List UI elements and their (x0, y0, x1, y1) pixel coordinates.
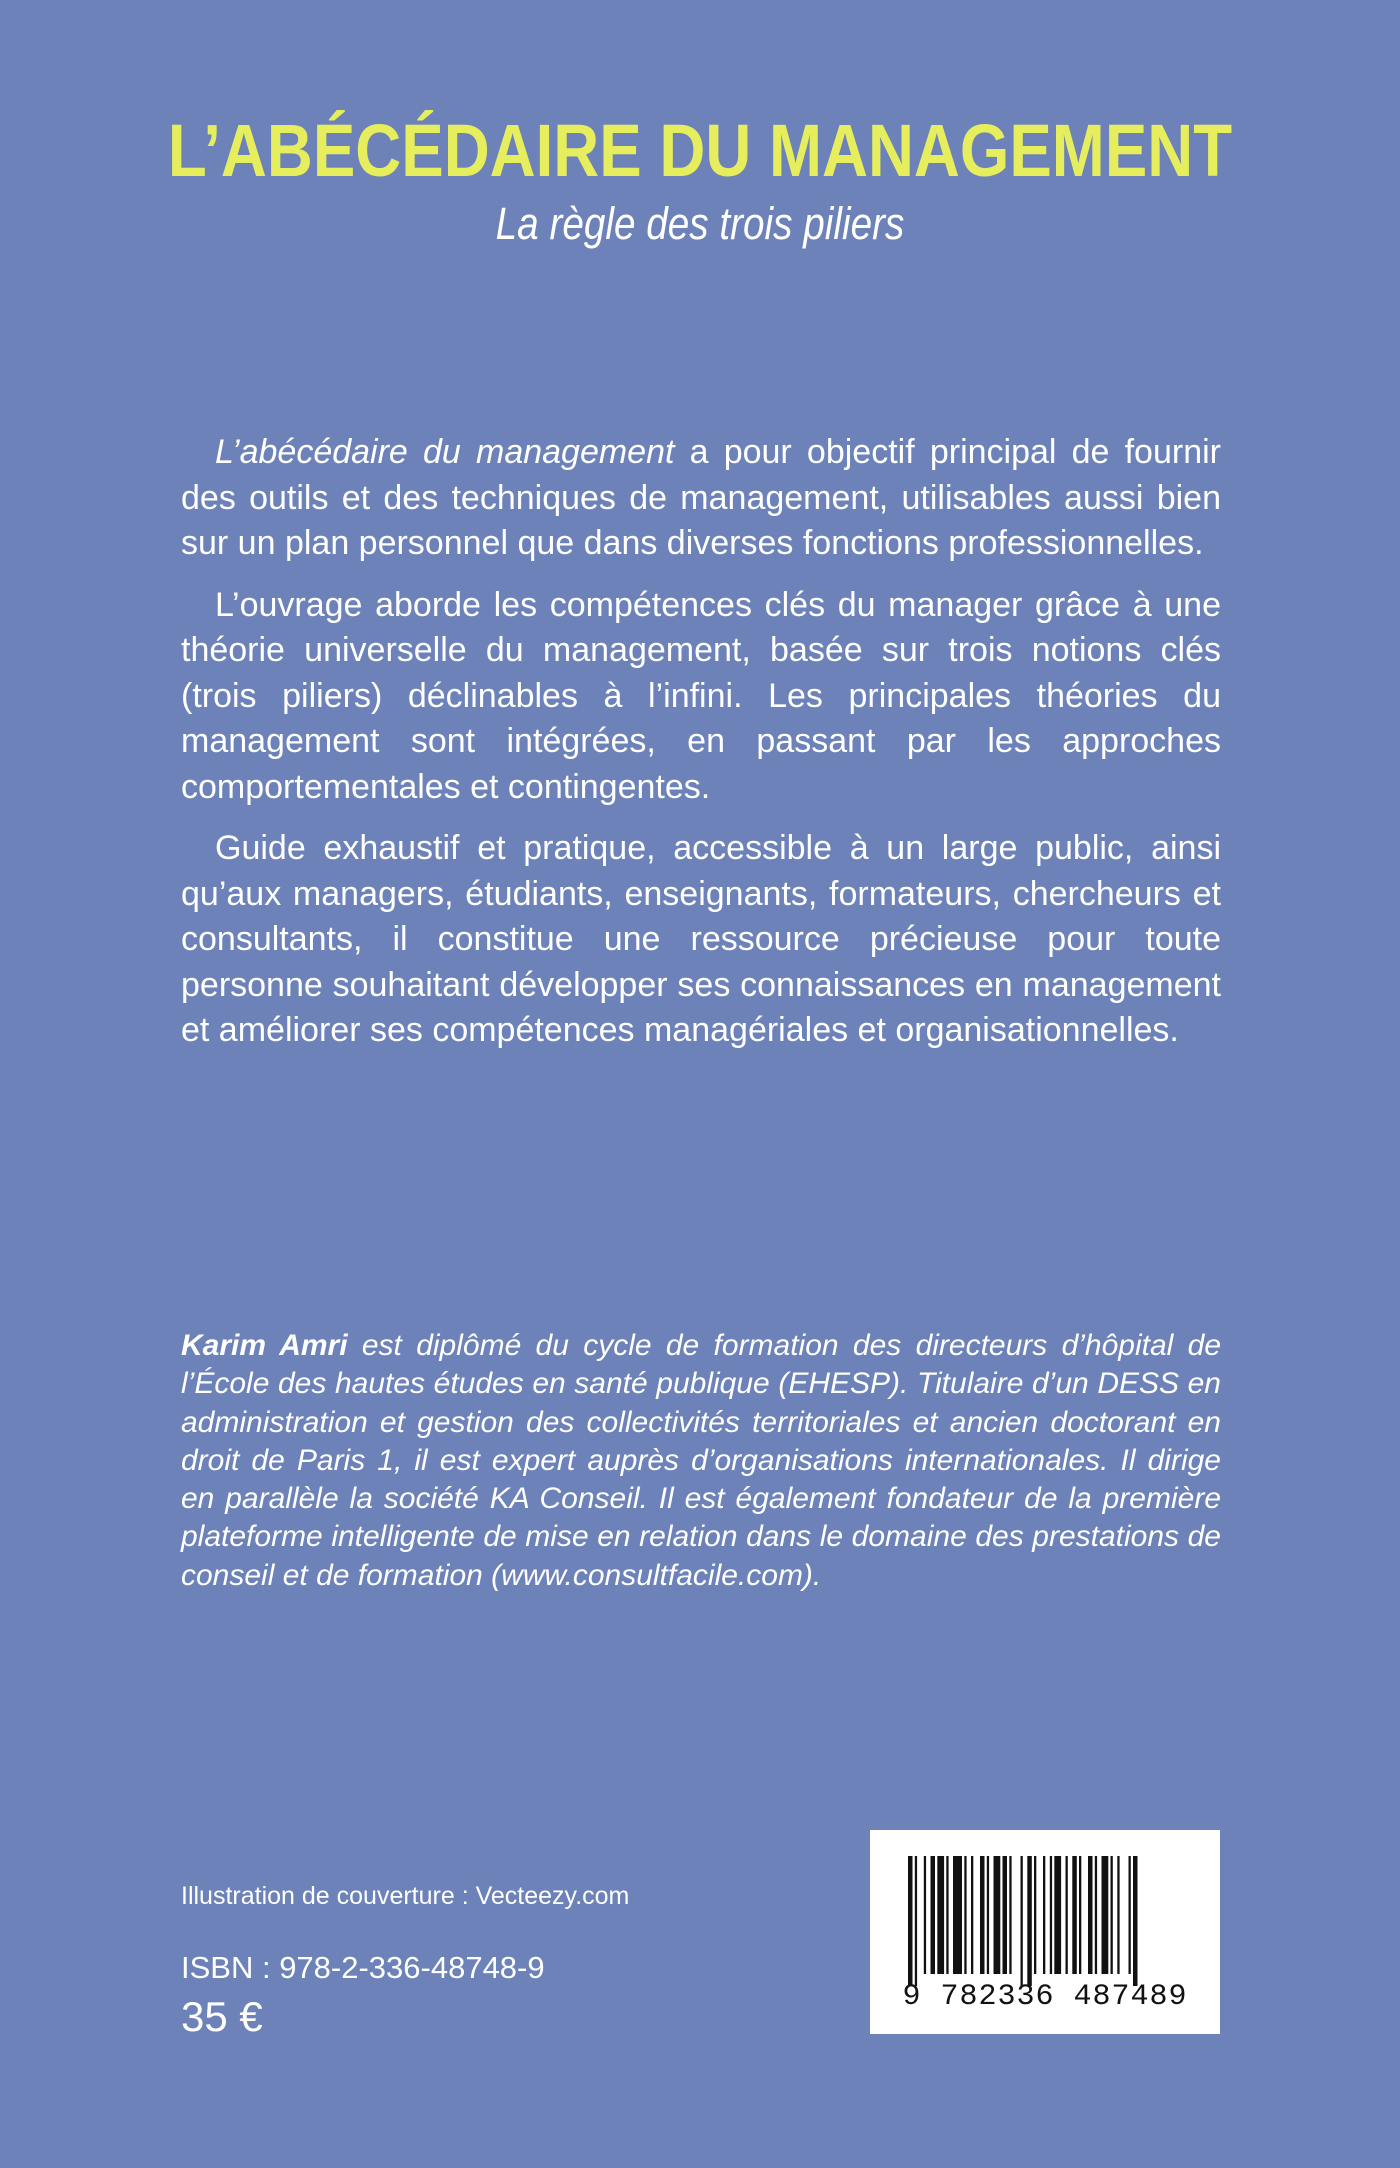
barcode-bar (1066, 1856, 1068, 1974)
barcode-bar (1003, 1856, 1008, 1974)
barcode (870, 1830, 1220, 2034)
book-subtitle: La règle des trois piliers (495, 198, 905, 249)
barcode-bar (971, 1856, 973, 1974)
price: 35 € (181, 1993, 263, 2040)
barcode-bar (915, 1856, 917, 1986)
barcode-bar (1129, 1856, 1131, 1974)
barcode-digits: 9 782336 487489 (902, 1980, 1188, 2014)
barcode-bar (1027, 1856, 1032, 1986)
barcode-bar (946, 1856, 948, 1974)
description-paragraph-1-text: a pour objectif principal de fournir des outils et des techniques de management, utilisables aussi bien sur un plan personnel que dans diverses fonctions professionnelles. (181, 433, 1221, 562)
description-paragraph-3: Guide exhaustif et pratique, accessible à un large public, ainsi qu’aux managers, étudiants, enseignants, formateurs, chercheurs et consultants, il constitue une ressource précieuse pour toute personne souhaitant développer ses connaissances en management et améliorer ses compétences managériales et organisationnelles. (181, 829, 1221, 1049)
isbn: ISBN : 978-2-336-48748-9 (181, 1950, 545, 1985)
book-title: L’ABÉCÉDAIRE DU MANAGEMENT (167, 109, 1233, 192)
barcode-bar (1072, 1856, 1077, 1974)
book-description (181, 430, 1221, 1070)
barcode-bar (1034, 1856, 1036, 1974)
barcode-bar (1050, 1856, 1052, 1974)
illustration-credit: Illustration de couverture : Vecteezy.com (181, 1882, 630, 1910)
barcode-bar (1043, 1856, 1045, 1974)
barcode-bar (964, 1856, 966, 1974)
barcode-bar (994, 1856, 1001, 1974)
author-name: Karim Amri (181, 1329, 348, 1362)
barcode-bar (1095, 1856, 1097, 1974)
author-bio-text: est diplômé du cycle de formation des directeurs d’hôpital de l’École des hautes études en santé publique (EHESP). Titulaire d’un DESS en administration et gestion des collectivités territoriales et ancien doctorant en droit de Paris 1, il est expert auprès d’organisations internationales. Il dirige en parallèle la société KA Conseil. Il est également fondateur de la première plateforme intelligente de mise en relation dans le domaine des prestations de conseil et de formation (www.consultfacile.com). (181, 1329, 1222, 1592)
barcode-bar (1133, 1856, 1138, 1986)
barcode-bar (953, 1856, 962, 1974)
barcode-bar (1079, 1856, 1081, 1974)
description-paragraph-2: L’ouvrage aborde les compétences clés du manager grâce à une théorie universelle du management, basée sur trois notions clés (trois piliers) déclinables à l’infini. Les principales théories du management sont intégrées, en passant par les approches comportementales et contingentes. (181, 585, 1221, 806)
author-bio (181, 1327, 1221, 1595)
description-book-title: L’abécédaire du management (215, 433, 675, 471)
barcode-bar (980, 1856, 985, 1974)
barcode-bar (931, 1856, 936, 1974)
description-paragraph-1 (181, 430, 1221, 567)
barcode-bar (1009, 1856, 1011, 1974)
barcode-bar (1021, 1856, 1023, 1986)
barcode-bar (1054, 1856, 1061, 1974)
barcode-bar (908, 1856, 913, 1986)
barcode-bar (924, 1856, 926, 1974)
barcode-bar (1111, 1856, 1113, 1974)
barcode-bar (937, 1856, 944, 1974)
barcode-bar (1088, 1856, 1093, 1974)
barcode-bar (1102, 1856, 1109, 1974)
barcode-bar (987, 1856, 989, 1974)
barcode-bar (1117, 1856, 1119, 1974)
